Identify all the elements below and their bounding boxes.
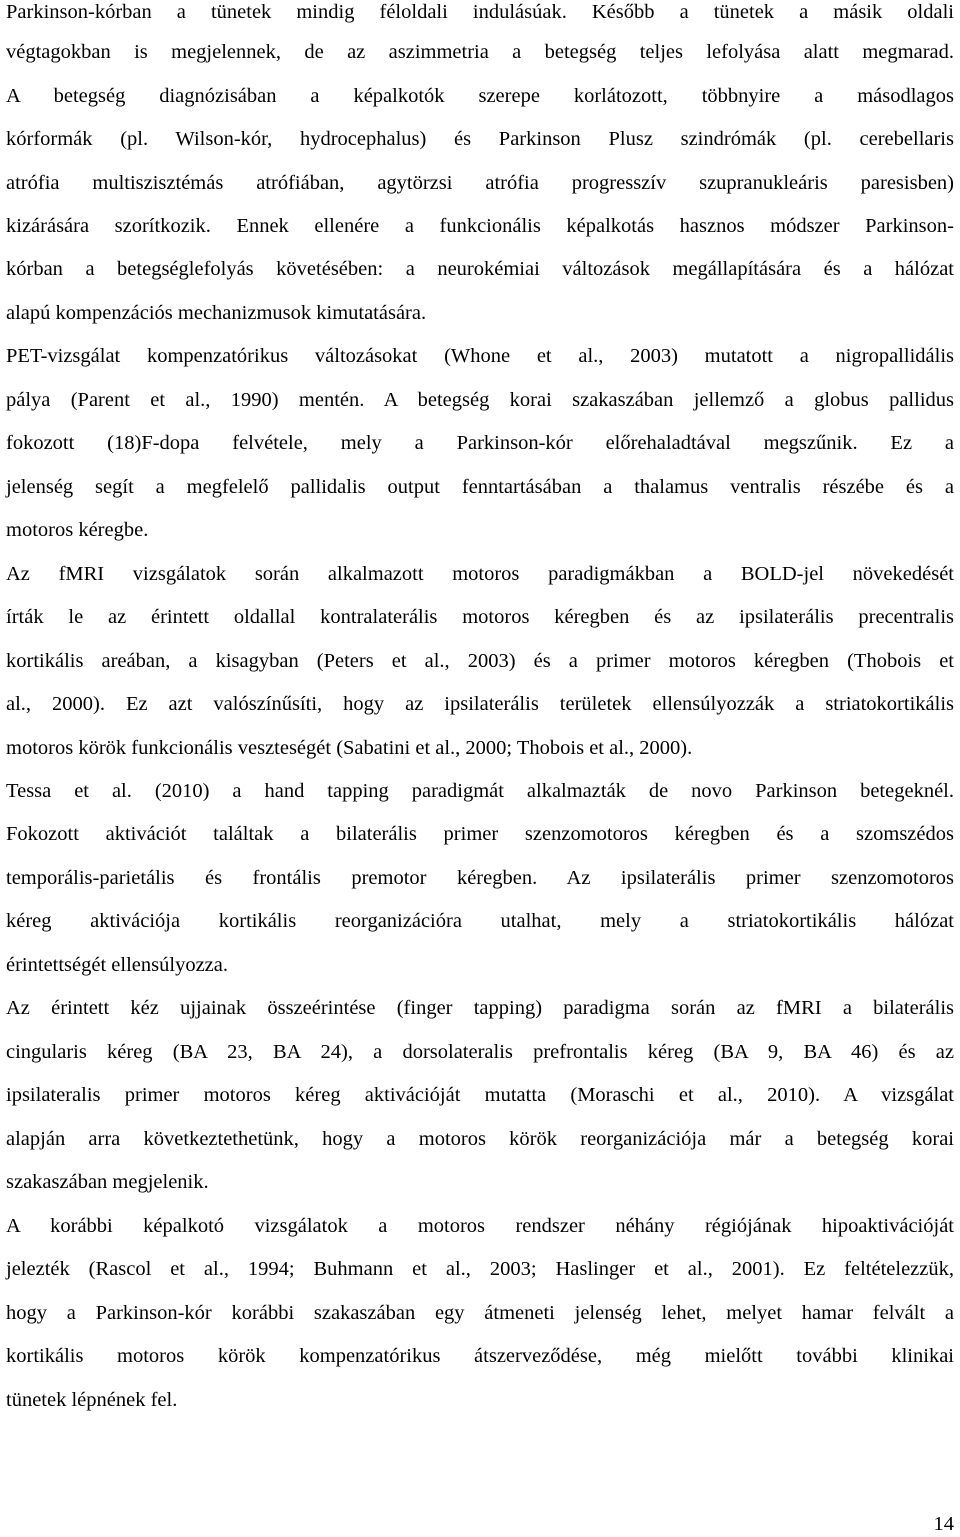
text-line: kéreg aktivációja kortikális reorganizációra utalhat, mely a striatokortikális hálózat [6, 910, 954, 932]
text-line: hogy a Parkinson-kór korábbi szakaszában egy átmeneti jelenség lehet, melyet hamar felvált a [6, 1302, 954, 1324]
text-line: PET-vizsgálat kompenzatórikus változásokat (Whone et al., 2003) mutatott a nigropallidális [6, 345, 954, 367]
text-line: A korábbi képalkotó vizsgálatok a motoros rendszer néhány régiójának hipoaktivációját [6, 1215, 954, 1237]
text-line: Parkinson-kórban a tünetek mindig féloldali indulásúak. Később a tünetek a másik oldali [6, 1, 954, 23]
text-line: fokozott (18)F-dopa felvétele, mely a Parkinson-kór előrehaladtával megszűnik. Ez a [6, 432, 954, 454]
text-line: pálya (Parent et al., 1990) mentén. A betegség korai szakaszában jellemző a globus pallidus [6, 389, 954, 411]
text-line: A betegség diagnózisában a képalkotók szerepe korlátozott, többnyire a másodlagos [6, 85, 954, 107]
text-line: tünetek lépnének fel. [6, 1389, 178, 1411]
text-line: cingularis kéreg (BA 23, BA 24), a dorsolateralis prefrontalis kéreg (BA 9, BA 46) és az [6, 1041, 954, 1063]
text-line: motoros kéregbe. [6, 519, 149, 541]
text-line: motoros körök funkcionális veszteségét (Sabatini et al., 2000; Thobois et al., 2000). [6, 737, 693, 759]
page-number: 14 [933, 1513, 954, 1535]
text-line: Az érintett kéz ujjainak összeérintése (finger tapping) paradigma során az fMRI a bilaterális [6, 997, 954, 1019]
text-line: Tessa et al. (2010) a hand tapping paradigmát alkalmazták de novo Parkinson betegeknél. [6, 780, 954, 802]
text-line: ipsilateralis primer motoros kéreg aktivációját mutatta (Moraschi et al., 2010). A vizsgálat [6, 1084, 954, 1106]
text-line: Fokozott aktivációt találtak a bilaterális primer szenzomotoros kéregben és a szomszédos [6, 823, 954, 845]
text-line: kortikális areában, a kisagyban (Peters et al., 2003) és a primer motoros kéregben (Thobois et [6, 650, 954, 672]
text-line: temporális-parietális és frontális premotor kéregben. Az ipsilaterális primer szenzomotoros [6, 867, 954, 889]
text-line: atrófia multiszisztémás atrófiában, agytörzsi atrófia progresszív szupranukleáris paresisben) [6, 172, 954, 194]
text-line: kórformák (pl. Wilson-kór, hydrocephalus) és Parkinson Plusz szindrómák (pl. cerebellaris [6, 128, 954, 150]
text-line: kórban a betegséglefolyás követésében: a neurokémiai változások megállapítására és a hálózat [6, 258, 954, 280]
text-line: kortikális motoros körök kompenzatórikus átszerveződése, még mielőtt további klinikai [6, 1345, 954, 1367]
text-line: kizárására szorítkozik. Ennek ellenére a funkcionális képalkotás hasznos módszer Parkinson- [6, 215, 954, 237]
text-line: al., 2000). Ez azt valószínűsíti, hogy az ipsilaterális területek ellensúlyozzák a striatokortikális [6, 693, 954, 715]
text-line: alapján arra következtethetünk, hogy a motoros körök reorganizációja már a betegség korai [6, 1128, 954, 1150]
text-line: írták le az érintett oldallal kontralaterális motoros kéregben és az ipsilaterális precentralis [6, 606, 954, 628]
text-line: szakaszában megjelenik. [6, 1171, 209, 1193]
text-line: Az fMRI vizsgálatok során alkalmazott motoros paradigmákban a BOLD-jel növekedését [6, 563, 954, 585]
text-line: érintettségét ellensúlyozza. [6, 954, 228, 976]
text-line: végtagokban is megjelennek, de az aszimmetria a betegség teljes lefolyása alatt megmarad. [6, 41, 954, 63]
text-line: jelenség segít a megfelelő pallidalis output fenntartásában a thalamus ventralis részébe és a [6, 476, 954, 498]
text-line: jelezték (Rascol et al., 1994; Buhmann et al., 2003; Haslinger et al., 2001). Ez feltételezzük, [6, 1258, 954, 1280]
text-line: alapú kompenzációs mechanizmusok kimutatására. [6, 302, 427, 324]
